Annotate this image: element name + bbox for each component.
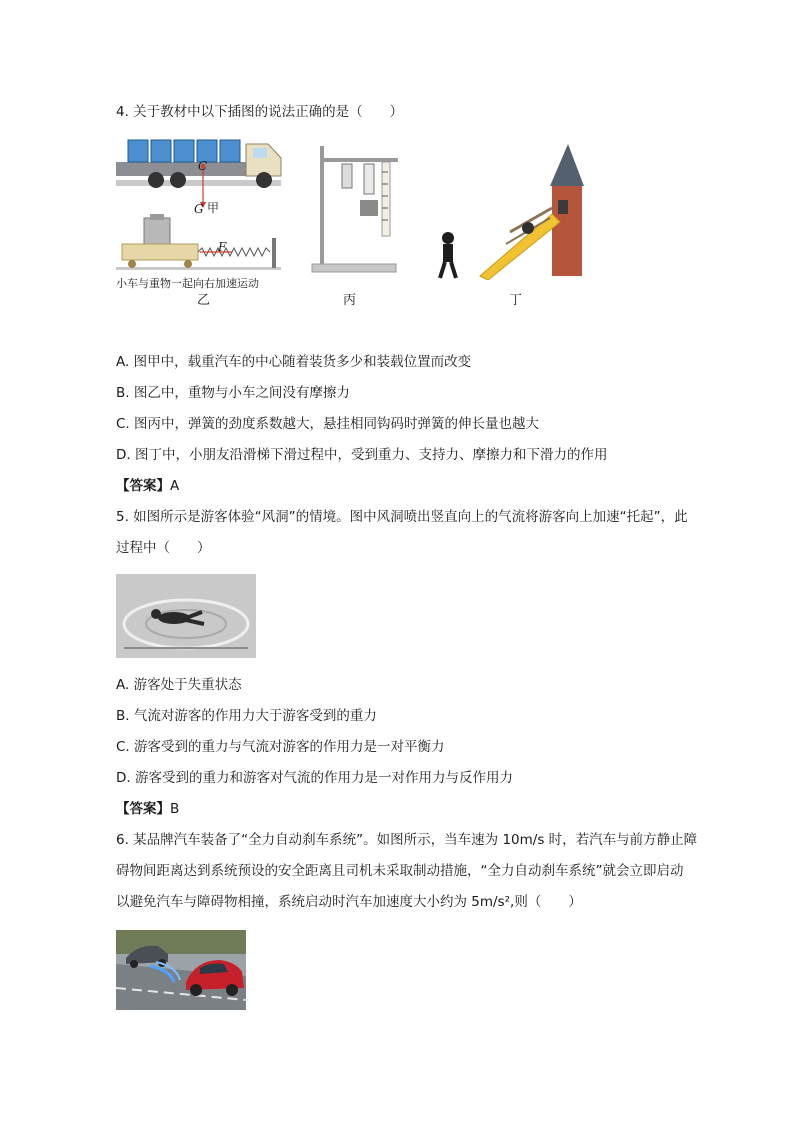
figure-cars xyxy=(116,930,246,1010)
stand-rod xyxy=(320,146,324,270)
child-silhouette xyxy=(440,232,456,278)
q5-option-c: C. 游客受到的重力与气流对游客的作用力是一对平衡力 xyxy=(116,739,445,755)
q4-option-c: C. 图丙中，弹簧的劲度系数越大，悬挂相同钩码时弹簧的伸长量也越大 xyxy=(116,416,540,432)
cart-note: 小车与重物一起向右加速运动 xyxy=(116,277,259,290)
cart xyxy=(122,244,198,260)
label-jia: 甲 xyxy=(207,201,220,215)
figure-stand xyxy=(308,144,400,276)
wheel xyxy=(170,172,186,188)
figure-wind-tunnel xyxy=(116,574,256,658)
barrels xyxy=(128,140,240,162)
q4-answer xyxy=(116,476,179,496)
q4-option-a: A. 图甲中，载重汽车的中心随着装货多少和装载位置而改变 xyxy=(116,354,472,370)
q5-option-a: A. 游客处于失重状态 xyxy=(116,677,242,693)
label-c: C xyxy=(198,159,208,173)
label-f: F xyxy=(218,240,227,254)
q4-stem: 4. 关于教材中以下插图的说法正确的是（ ） xyxy=(116,104,404,120)
caption-yi: 乙 xyxy=(197,293,211,308)
q4-option-b: B. 图乙中，重物与小车之间没有摩擦力 xyxy=(116,385,350,401)
wheel xyxy=(256,172,272,188)
q6-stem-line1: 6. 某品牌汽车装备了“全力自动刹车系统”。如图所示，当车速为 10m/s 时，若汽车与前方静止障 xyxy=(116,832,698,848)
q5-option-b: B. 气流对游客的作用力大于游客受到的重力 xyxy=(116,708,377,724)
answer-tag: 【答案】 xyxy=(116,801,170,817)
answer-tag: 【答案】 xyxy=(116,478,170,494)
q5-answer xyxy=(116,799,179,819)
label-g: G xyxy=(194,202,204,216)
wheel xyxy=(148,172,164,188)
tower xyxy=(552,184,582,276)
figure-cart xyxy=(116,212,281,276)
q6-stem-line2: 碍物间距离达到系统预设的安全距离且司机未采取制动措施，“全力自动刹车系统”就会立即启动 xyxy=(116,863,684,879)
answer-value: B xyxy=(170,801,180,817)
q5-option-d: D. 游客受到的重力和游客对气流的作用力是一对作用力与反作用力 xyxy=(116,770,513,786)
weight xyxy=(144,218,170,244)
figure-slide xyxy=(432,144,584,280)
q4-option-d: D. 图丁中，小朋友沿滑梯下滑过程中，受到重力、支持力、摩擦力和下滑力的作用 xyxy=(116,447,608,463)
q5-stem-line2: 过程中（ ） xyxy=(116,540,211,556)
q5-stem-line1: 5. 如图所示是游客体验“风洞”的情境。图中风洞喷出竖直向上的气流将游客向上加速“托起”，此 xyxy=(116,509,688,525)
answer-value: A xyxy=(170,478,180,494)
q6-stem-line3: 以避免汽车与障碍物相撞，系统启动时汽车加速度大小约为 5m/s²,则（ ） xyxy=(116,894,582,910)
slide xyxy=(480,214,560,280)
caption-bing: 丙 xyxy=(343,293,357,308)
caption-ding: 丁 xyxy=(509,293,523,308)
